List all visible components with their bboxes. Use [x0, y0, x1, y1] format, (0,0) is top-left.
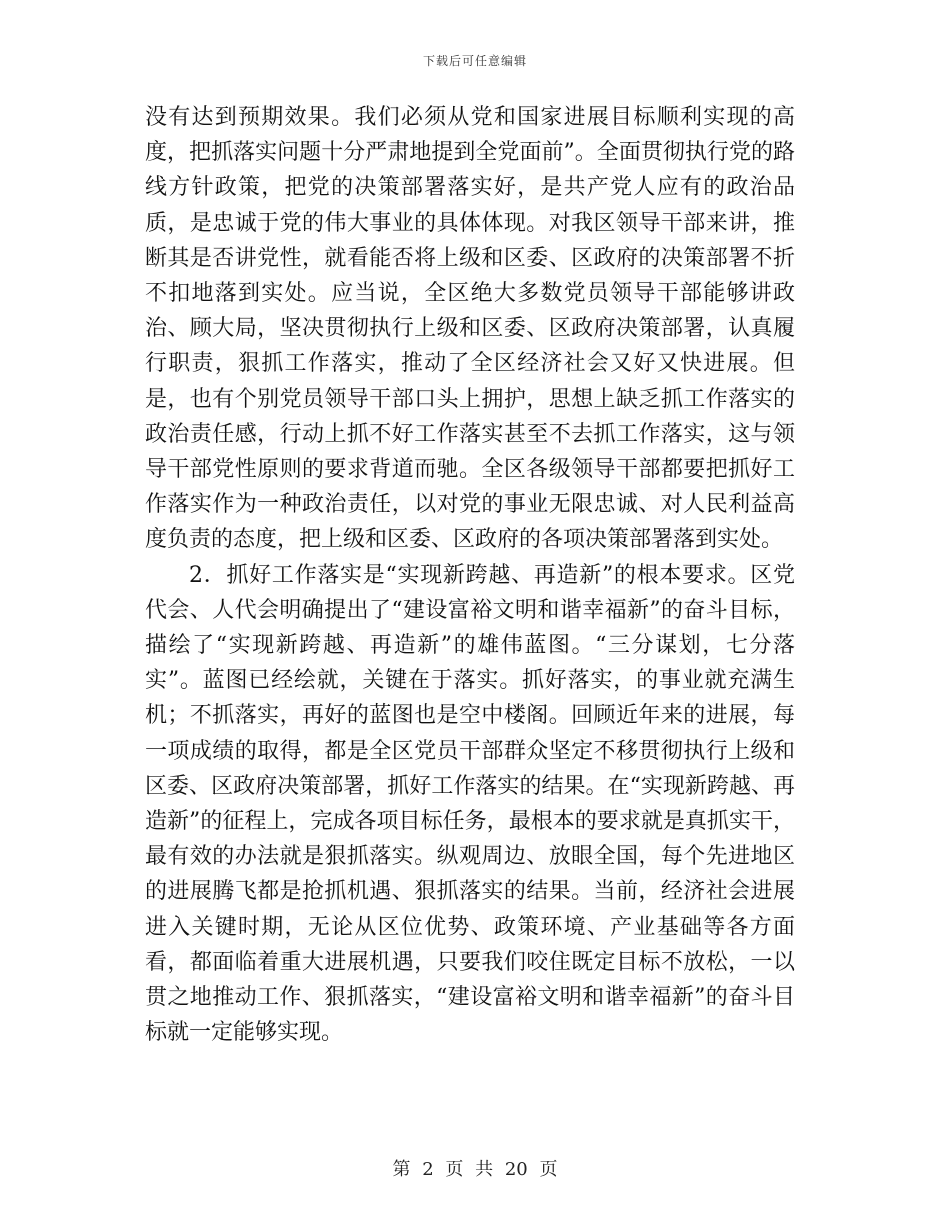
document-body [145, 100, 795, 1050]
paragraph-2: 2．抓好工作落实是“实现新跨越、再造新”的根本要求。区党代会、人代会明确提出了“建设富裕文明和谐幸福新”的奋斗目标，描绘了“实现新跨越、再造新”的雄伟蓝图。“三分谋划，七分落实”。蓝图已经绘就，关键在于落实。抓好落实，的事业就充满生机；不抓落实，再好的蓝图也是空中楼阁。回顾近年来的进展，每一项成绩的取得，都是全区党员干部群众坚定不移贯彻执行上级和区委、区政府决策部署，抓好工作落实的结果。在“实现新跨越、再造新”的征程上，完成各项目标任务，最根本的要求就是真抓实干，最有效的办法就是狠抓落实。纵观周边、放眼全国，每个先进地区的进展腾飞都是抢抓机遇、狠抓落实的结果。当前，经济社会进展进入关键时期，无论从区位优势、政策环境、产业基础等各方面看，都面临着重大进展机遇，只要我们咬住既定目标不放松，一以贯之地推动工作、狠抓落实，“建设富裕文明和谐幸福新”的奋斗目标就一定能够实现。 [145, 562, 795, 1046]
paragraph-1: 没有达到预期效果。我们必须从党和国家进展目标顺利实现的高度，把抓落实问题十分严肃地提到全党面前”。全面贯彻执行党的路线方针政策，把党的决策部署落实好，是共产党人应有的政治品质，是忠诚于党的伟大事业的具体体现。对我区领导干部来讲，推断其是否讲党性，就看能否将上级和区委、区政府的决策部署不折不扣地落到实处。应当说，全区绝大多数党员领导干部能够讲政治、顾大局，坚决贯彻执行上级和区委、区政府决策部署，认真履行职责，狠抓工作落实，推动了全区经济社会又好又快进展。但是，也有个别党员领导干部口头上拥护，思想上缺乏抓工作落实的政治责任感，行动上抓不好工作落实甚至不去抓工作落实，这与领导干部党性原则的要求背道而驰。全区各级领导干部都要把抓好工作落实作为一种政治责任，以对党的事业无限忠诚、对人民利益高度负责的态度，把上级和区委、区政府的各项决策部署落到实处。 [145, 105, 795, 553]
page-header-note: 下载后可任意编辑 [422, 54, 527, 68]
page-number: 第 2 页 共 20 页 [392, 1159, 558, 1180]
